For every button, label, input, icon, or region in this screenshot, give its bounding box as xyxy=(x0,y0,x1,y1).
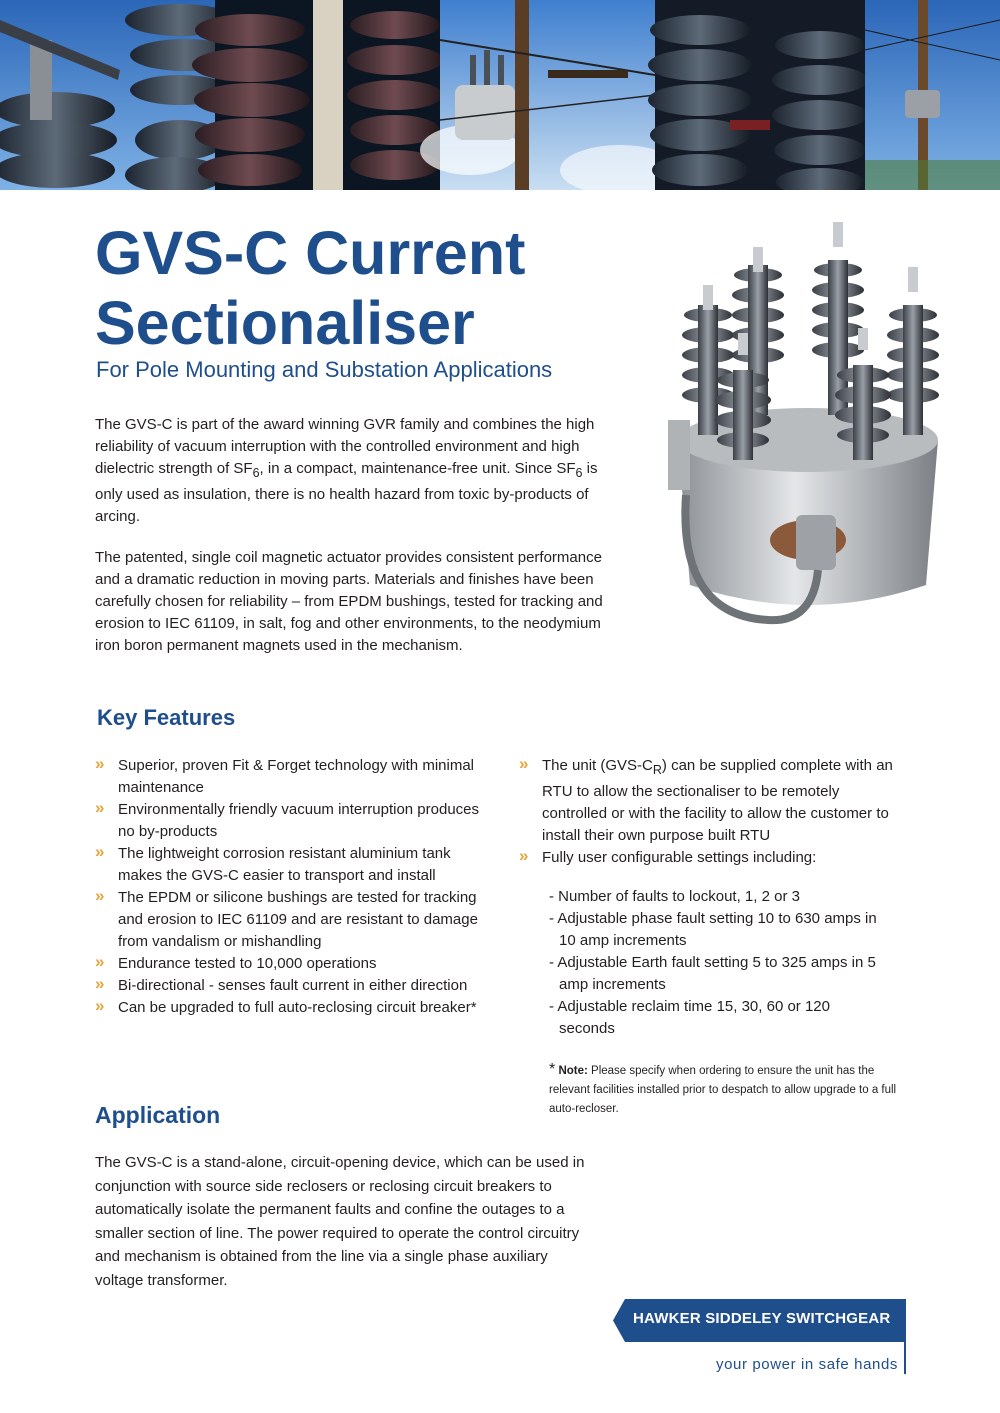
ordering-note xyxy=(549,1060,899,1119)
list-item-text-a: The unit (GVS-C xyxy=(542,757,653,774)
list-item-text: Endurance tested to 10,000 operations xyxy=(118,955,377,972)
banner-photo-collage xyxy=(0,0,1000,190)
list-item-text: Bi-directional - senses fault current in either direction xyxy=(118,977,468,994)
chevron-right-icon: » xyxy=(95,842,105,861)
list-item xyxy=(95,843,495,887)
key-features-right-list xyxy=(519,755,904,869)
chevron-right-icon: » xyxy=(95,996,105,1015)
note-label: Note: xyxy=(558,1065,588,1077)
brand-tagline: your power in safe hands xyxy=(716,1356,898,1373)
list-item xyxy=(519,755,904,847)
sectionaliser-illustration xyxy=(648,215,968,645)
list-item xyxy=(95,975,495,997)
intro-p1-text-a: The GVS-C is part of the award winning GVR family and combines the high reliability of vacuum interruption with the controlled environment and high dielectric strength of SF xyxy=(95,416,595,477)
list-item xyxy=(519,847,904,869)
chevron-right-icon: » xyxy=(95,754,105,773)
intro-p1-text-c: is only used as insulation, there is no health hazard from toxic by-products of arcing. xyxy=(95,460,598,525)
list-item xyxy=(95,799,495,843)
application-paragraph: The GVS-C is a stand-alone, circuit-opening device, which can be used in conjunction with source side reclosers or reclosing circuit breakers to automatically isolate the permanent faults and confine the outages to a smaller section of line. The power required to operate the control circuitry and mechanism is obtained from the line via a single phase auxiliary voltage transformer. xyxy=(95,1154,585,1289)
title-line-1: GVS-C Current xyxy=(95,219,526,287)
chevron-right-icon: » xyxy=(519,754,529,773)
key-features-left-list xyxy=(95,755,495,1019)
chevron-right-icon: » xyxy=(519,846,529,865)
list-item-text: Can be upgraded to full auto-reclosing circuit breaker* xyxy=(118,999,477,1016)
settings-item: - Number of faults to lockout, 1, 2 or 3 xyxy=(549,888,800,905)
settings-item: - Adjustable Earth fault setting 5 to 325 amps in 5 amp increments xyxy=(549,954,876,993)
chevron-right-icon: » xyxy=(95,974,105,993)
intro-p1-text-b: , in a compact, maintenance-free unit. Since SF xyxy=(259,460,576,477)
note-asterisk: * xyxy=(549,1061,556,1078)
list-item xyxy=(95,997,495,1019)
list-item-text-b: ) can be supplied complete with an RTU to allow the sectionaliser to be remotely controlled or with the facility to allow the customer to install their own purpose built RTU xyxy=(542,757,893,844)
application-heading: Application xyxy=(95,1102,221,1128)
key-features-heading: Key Features xyxy=(97,705,236,730)
list-item-text: The EPDM or silicone bushings are tested for tracking and erosion to IEC 61109 and are resistant to damage from vandalism or mishandling xyxy=(118,889,478,950)
intro-paragraph-2: The patented, single coil magnetic actuator provides consistent performance and a dramatic reduction in moving parts. Materials and finishes have been carefully chosen for reliability – from EPDM bushings, tested for tracking and erosion to IEC 61109, in salt, fog and other environments, to the neodymium iron boron permanent magnets used in the mechanism. xyxy=(95,549,603,654)
list-item-subscript: R xyxy=(652,763,662,777)
page-subtitle: For Pole Mounting and Substation Applications xyxy=(96,357,553,382)
list-item-text: Fully user configurable settings including: xyxy=(542,849,817,866)
list-item-text: The lightweight corrosion resistant aluminium tank makes the GVS-C easier to transport and install xyxy=(118,845,451,884)
note-text: Please specify when ordering to ensure the unit has the relevant facilities installed prior to despatch to allow upgrade to a full auto-recloser. xyxy=(549,1065,897,1115)
product-image-gvs-c xyxy=(648,215,968,645)
intro-p1-subscript-1: 6 xyxy=(252,466,260,480)
settings-list xyxy=(549,886,889,1040)
intro-paragraph-1 xyxy=(95,414,620,528)
page-title xyxy=(95,218,525,358)
list-item xyxy=(95,887,495,953)
list-item-text: Environmentally friendly vacuum interruption produces no by-products xyxy=(118,801,480,840)
header-photo-banner xyxy=(0,0,1000,190)
list-item xyxy=(95,953,495,975)
chevron-right-icon: » xyxy=(95,798,105,817)
intro-p1-subscript-2: 6 xyxy=(575,466,583,480)
settings-item: - Adjustable phase fault setting 10 to 630 amps in 10 amp increments xyxy=(549,910,877,949)
brand-divider xyxy=(904,1299,906,1374)
chevron-right-icon: » xyxy=(95,952,105,971)
list-item-text: Superior, proven Fit & Forget technology with minimal maintenance xyxy=(118,757,474,796)
settings-item: - Adjustable reclaim time 15, 30, 60 or 120 seconds xyxy=(549,998,830,1037)
brand-name: HAWKER SIDDELEY SWITCHGEAR xyxy=(633,1310,891,1327)
title-line-2: Sectionaliser xyxy=(95,289,475,357)
list-item xyxy=(95,755,495,799)
chevron-right-icon: » xyxy=(95,886,105,905)
